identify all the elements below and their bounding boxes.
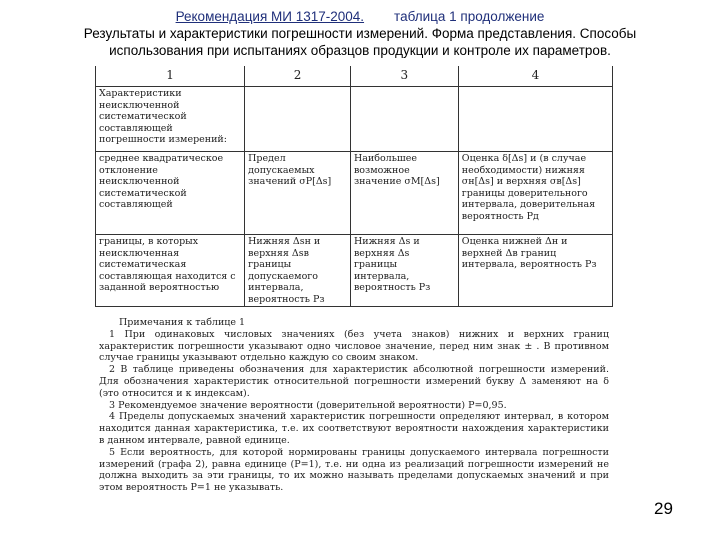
- scanned-table-image: [95, 66, 613, 494]
- column-number: 2: [245, 66, 351, 87]
- column-number: 1: [96, 66, 245, 87]
- table-cell: Нижняя Δsн и верхняя Δsв границы допускаемого интервала, вероятность Pз: [245, 235, 351, 307]
- note-item: 4 Пределы допускаемых значений характеристик погрешности определяют интервал, в котором находится данная характеристика, т.е. их соответствуют вероятности нахождения характеристики в данном интервале, равной единице.: [99, 411, 609, 446]
- note-item: 3 Рекомендуемое значение вероятности (доверительной вероятности) P=0,95.: [109, 399, 507, 411]
- column-number-row: [96, 66, 613, 87]
- note-item: 2 В таблице приведены обозначения для характеристик абсолютной погрешности измерений. Для обозначения характеристик относительной погрешности измерений букву Δ заменяют на δ (это относится и к индексам).: [99, 364, 609, 399]
- table-cell: [458, 87, 612, 152]
- table-cell: Нижняя Δs и верхняя Δs границы интервала, вероятность Pз: [350, 235, 458, 307]
- table-cell: [245, 87, 351, 152]
- column-number: 4: [458, 66, 612, 87]
- table-notes: [95, 317, 613, 494]
- table-reference: таблица 1 продолжение: [394, 9, 545, 24]
- table-row: [96, 152, 613, 235]
- table-cell: Наибольшее возможное значение σM[Δs]: [350, 152, 458, 235]
- characteristics-table: [95, 66, 613, 307]
- page-number: 29: [654, 499, 673, 518]
- table-cell: Предел допускаемых значений σP[Δs]: [245, 152, 351, 235]
- table-cell: Характеристики неисключенной систематической составляющей погрешности измерений:: [96, 87, 245, 152]
- note-item: 1 При одинаковых числовых значениях (без учета знаков) нижних и верхних границ характеристик погрешности указывают одно числовое значение, перед ним знак ± . В противном случае границы указывают отдельно каждую со своим знаком.: [99, 328, 609, 364]
- notes-title: Примечания к таблице 1: [119, 317, 246, 328]
- table-cell: Оценка δ[Δs] и (в случае необходимости) нижняя σн[Δs] и верхняя σв[Δs] границы доверительного интервала, доверительная вероятность Pд: [458, 152, 612, 235]
- table-cell: границы, в которых неисключенная систематическая составляющая находится с заданной вероятностью: [96, 235, 245, 307]
- table-cell: среднее квадратическое отклонение неисключенной систематической составляющей: [96, 152, 245, 235]
- table-cell: Оценка нижней Δн и верхней Δв границ интервала, вероятность Pз: [458, 235, 612, 307]
- header-line-2: Результаты и характеристики погрешности измерений. Форма представления. Способы: [83, 26, 637, 41]
- note-item: 5 Если вероятность, для которой нормированы границы допускаемого интервала погрешности измерений (графа 2), равна единице (P=1), т.е. ни одна из реализаций погрешности измерений не должна выходить за эти границы, то их можно называть пределами допускаемых значений и при этом вероятность P=1 не указывать.: [99, 446, 609, 494]
- header-line-1: [0, 8, 720, 25]
- table-cell: [350, 87, 458, 152]
- table-row: [96, 235, 613, 307]
- header-line-3: использования при испытаниях образцов продукции и контроле их параметров.: [109, 43, 611, 58]
- page-header: [0, 8, 720, 59]
- column-number: 3: [350, 66, 458, 87]
- table-row: [96, 87, 613, 152]
- recommendation-link[interactable]: Рекомендация МИ 1317-2004.: [175, 9, 365, 24]
